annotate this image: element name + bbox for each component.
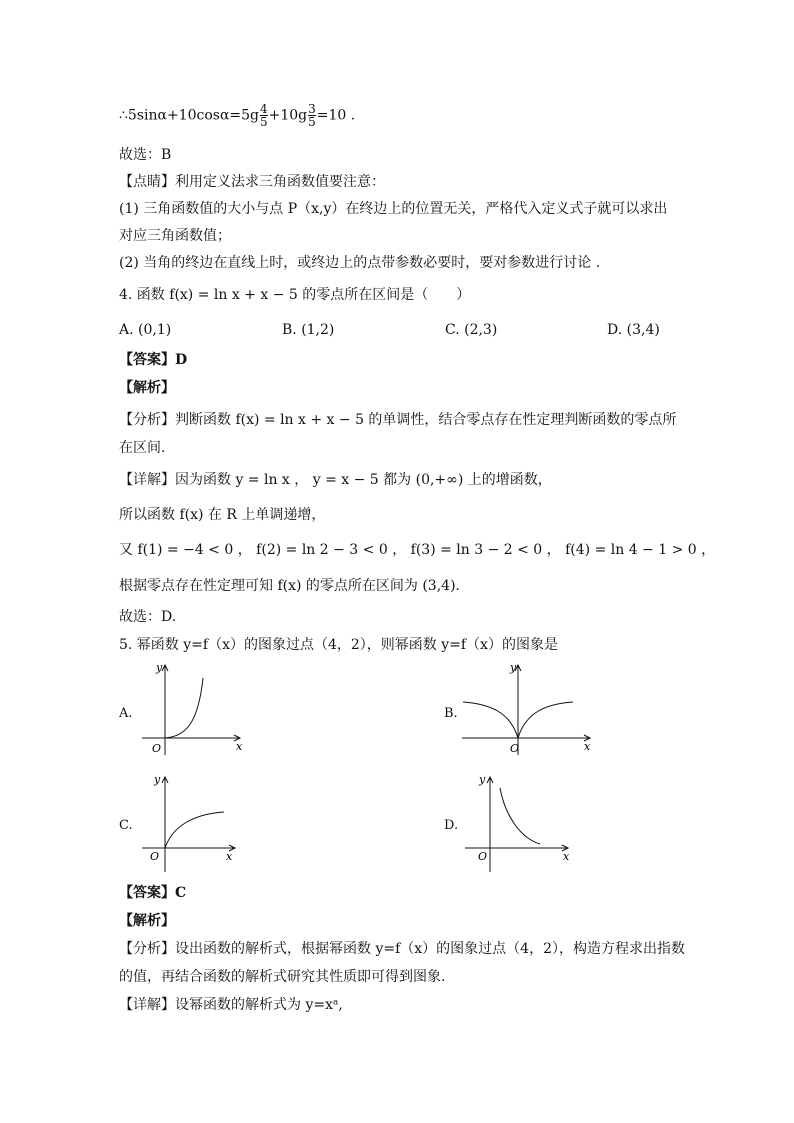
choice-line: 故选：B	[119, 147, 172, 163]
curve	[165, 678, 203, 738]
origin-label: O	[150, 850, 160, 863]
fraction	[308, 103, 316, 128]
graph-d	[460, 770, 580, 875]
question-4: 4. 函数 f(x) = ln x + x − 5 的零点所在区间是（ ）	[119, 287, 471, 303]
fraction-denominator: 5	[260, 115, 268, 129]
origin-label: O	[478, 850, 488, 863]
origin-label: O	[152, 742, 162, 755]
graph-c-label: C.	[119, 818, 133, 833]
x-label: x	[236, 740, 243, 753]
tip-item-1: (1) 三角函数值的大小与点 P（x,y）在终边上的位置无关，严格代入定义式子就可以求出	[119, 201, 668, 217]
graph-b-label: B.	[444, 706, 458, 721]
analysis-text: 【分析】设出函数的解析式，根据幂函数 y=f（x）的图象过点（4，2），构造方程求出指数	[119, 941, 685, 957]
tip-heading: 【点睛】利用定义法求三角函数值要注意：	[119, 174, 385, 190]
graph-b	[460, 660, 600, 760]
equation-part: +10g	[268, 107, 308, 124]
y-label: y	[154, 773, 161, 786]
choice-line: 故选：D.	[119, 609, 177, 625]
equation-part: ∴5sinα+10cosα=5g	[119, 107, 259, 124]
y-label: y	[510, 661, 517, 674]
x-label: x	[563, 850, 570, 863]
y-label: y	[479, 773, 486, 786]
detail-text: 根据零点存在性定理可知 f(x) 的零点所在区间为 (3,4).	[119, 578, 460, 594]
curve-right	[518, 702, 573, 738]
question-5: 5. 幂函数 y=f（x）的图象过点（4，2），则幂函数 y=f（x）的图象是	[119, 637, 558, 653]
x-label: x	[226, 850, 233, 863]
analysis-label: 【解析】	[119, 380, 175, 396]
graph-a	[140, 660, 255, 760]
detail-text: 又 f(1) = −4 < 0 ， f(2) = ln 2 − 3 < 0 ， f(3) = ln 3 − 2 < 0 ， f(4) = ln 4 − 1 > 0 ，	[119, 542, 716, 558]
curve-left	[463, 702, 518, 738]
fraction	[260, 103, 268, 128]
graph-a-label: A.	[119, 706, 133, 721]
answer-label: 【答案】D	[119, 352, 188, 368]
option-a: A. (0,1)	[119, 322, 172, 338]
graph-d-label: D.	[444, 818, 459, 833]
fraction-numerator: 3	[308, 102, 316, 116]
analysis-text-cont: 在区间.	[119, 440, 166, 456]
detail-text: 【详解】设幂函数的解析式为 y=xᵃ,	[119, 997, 343, 1013]
detail-text: 所以函数 f(x) 在 R 上单调递增，	[119, 507, 326, 523]
fraction-numerator: 4	[260, 102, 268, 116]
option-c: C. (2,3)	[445, 322, 498, 338]
origin-label: O	[510, 742, 520, 755]
answer-label: 【答案】C	[119, 885, 187, 901]
analysis-label: 【解析】	[119, 913, 175, 929]
x-label: x	[584, 740, 591, 753]
y-label: y	[156, 661, 163, 674]
equation-part: =10 .	[316, 107, 356, 124]
option-d: D. (3,4)	[607, 322, 660, 338]
detail-text: 【详解】因为函数 y = ln x ， y = x − 5 都为 (0,+∞) 上的增函数，	[119, 472, 552, 488]
analysis-text-cont: 的值，再结合函数的解析式研究其性质即可得到图象.	[119, 969, 446, 985]
analysis-text: 【分析】判断函数 f(x) = ln x + x − 5 的单调性，结合零点存在性定理判断函数的零点所	[119, 412, 677, 428]
fraction-denominator: 5	[308, 115, 316, 129]
equation-line	[119, 103, 355, 128]
tip-item-2: (2) 当角的终边在直线上时，或终边上的点带参数必要时，要对参数进行讨论 .	[119, 255, 601, 271]
graph-c	[140, 770, 255, 875]
curve	[500, 788, 540, 844]
option-b: B. (1,2)	[282, 322, 335, 338]
curve	[165, 812, 224, 848]
tip-item-1-cont: 对应三角函数值；	[119, 228, 231, 244]
